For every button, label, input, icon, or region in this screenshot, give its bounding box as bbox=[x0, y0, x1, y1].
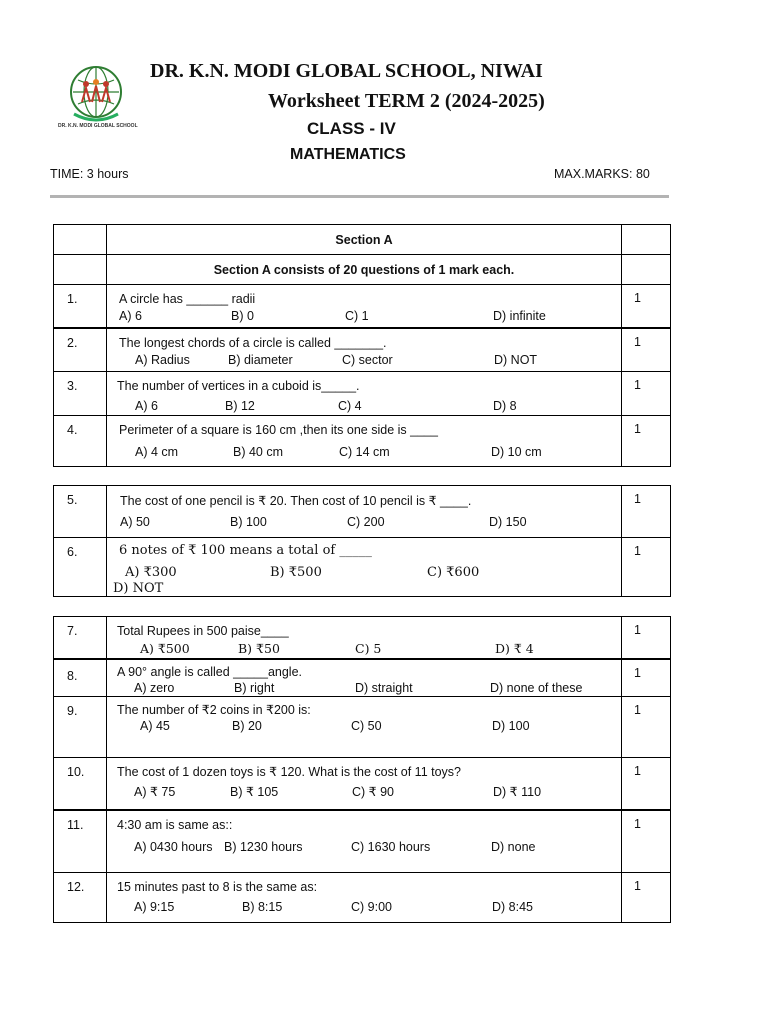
table-row bbox=[54, 372, 671, 416]
question-mark: 1 bbox=[634, 816, 641, 831]
table-row bbox=[54, 659, 671, 697]
option-d: D) ₹ 110 bbox=[493, 785, 542, 799]
question-mark: 1 bbox=[634, 879, 641, 893]
option-b: B) 0 bbox=[231, 309, 254, 323]
option-b: B) 100 bbox=[230, 515, 267, 529]
option-b: B) 20 bbox=[232, 719, 262, 733]
table-row bbox=[54, 538, 671, 597]
question-number: 11. bbox=[67, 817, 84, 832]
option-c: C) 4 bbox=[338, 399, 362, 413]
option-c: C) ₹600 bbox=[427, 565, 480, 580]
question-text: The cost of one pencil is ₹ 20. Then cost of 10 pencil is ₹ ____. bbox=[120, 494, 472, 508]
option-c: C) sector bbox=[342, 352, 393, 367]
subject-label: MATHEMATICS bbox=[290, 146, 406, 163]
option-d: D) 150 bbox=[489, 515, 527, 529]
question-text: The longest chords of a circle is called _______. bbox=[119, 335, 387, 350]
question-number: 2. bbox=[67, 335, 78, 350]
option-b: B) 12 bbox=[225, 399, 255, 413]
option-c: C) 14 cm bbox=[339, 445, 390, 459]
section-subtitle: Section A consists of 20 questions of 1 mark each. bbox=[107, 255, 622, 285]
option-b: B) ₹ 105 bbox=[230, 785, 279, 799]
option-b: B) 1230 hours bbox=[224, 839, 303, 854]
question-number: 10. bbox=[67, 765, 85, 779]
question-text: Perimeter of a square is 160 cm ,then its one side is ____ bbox=[119, 423, 438, 437]
max-marks-label: MAX.MARKS: 80 bbox=[554, 167, 650, 181]
question-text: 4:30 am is same as:: bbox=[117, 817, 233, 832]
header-divider bbox=[50, 195, 669, 198]
question-mark: 1 bbox=[634, 492, 641, 506]
question-table-3 bbox=[53, 616, 671, 923]
option-a: A) 50 bbox=[120, 515, 150, 529]
option-a: A) 6 bbox=[135, 399, 158, 413]
option-d: D) 100 bbox=[492, 719, 530, 733]
question-number: 9. bbox=[67, 704, 78, 718]
section-title: Section A bbox=[107, 225, 622, 255]
question-number: 6. bbox=[67, 545, 78, 559]
table-row bbox=[54, 697, 671, 758]
table-row bbox=[54, 328, 671, 372]
table-row bbox=[54, 617, 671, 659]
option-c: C) 9:00 bbox=[351, 900, 392, 914]
option-c: C) 50 bbox=[351, 719, 382, 733]
option-c: D) straight bbox=[355, 680, 413, 695]
table-row bbox=[54, 810, 671, 873]
question-number: 8. bbox=[67, 668, 78, 683]
question-mark: 1 bbox=[634, 334, 641, 349]
question-number: 5. bbox=[67, 493, 78, 507]
option-b: B) 40 cm bbox=[233, 445, 284, 459]
option-a: A) ₹500 bbox=[140, 641, 190, 656]
option-a: A) 45 bbox=[140, 719, 170, 733]
question-number: 3. bbox=[67, 379, 78, 393]
question-text: The number of vertices in a cuboid is_____. bbox=[117, 379, 360, 393]
question-text: 6 notes of ₹ 100 means a total of _____ bbox=[119, 543, 372, 558]
question-number: 1. bbox=[67, 292, 78, 306]
question-text: 15 minutes past to 8 is the same as: bbox=[117, 880, 318, 894]
worksheet-title: Worksheet TERM 2 (2024-2025) bbox=[268, 90, 545, 112]
option-d: D) ₹ 4 bbox=[495, 641, 534, 656]
option-a: A) zero bbox=[134, 680, 175, 695]
option-a: A) 9:15 bbox=[134, 900, 175, 914]
option-c: C) 1 bbox=[345, 309, 369, 323]
table-row bbox=[54, 285, 671, 328]
option-d: D) 10 cm bbox=[491, 445, 542, 459]
option-b: B) diameter bbox=[228, 352, 293, 367]
question-text: The number of ₹2 coins in ₹200 is: bbox=[117, 703, 311, 717]
question-text: The cost of 1 dozen toys is ₹ 120. What is the cost of 11 toys? bbox=[117, 765, 462, 779]
option-a: A) ₹ 75 bbox=[134, 785, 176, 799]
class-label: CLASS - IV bbox=[307, 119, 396, 138]
question-number: 12. bbox=[67, 880, 85, 894]
option-a: A) 0430 hours bbox=[134, 839, 213, 854]
logo-caption: DR. K.N. MODI GLOBAL SCHOOL bbox=[58, 123, 138, 129]
option-c: C) 5 bbox=[355, 641, 382, 656]
question-mark: 1 bbox=[634, 665, 641, 680]
question-table-2 bbox=[53, 485, 671, 597]
option-a: A) ₹300 bbox=[125, 565, 177, 580]
question-mark: 1 bbox=[634, 703, 641, 717]
school-name: DR. K.N. MODI GLOBAL SCHOOL, NIWAI bbox=[150, 60, 543, 82]
time-label: TIME: 3 hours bbox=[50, 167, 129, 181]
option-d: D) infinite bbox=[493, 309, 546, 323]
option-b: B) ₹50 bbox=[238, 641, 280, 656]
option-b: B) 8:15 bbox=[242, 900, 283, 914]
question-number: 4. bbox=[67, 423, 78, 437]
question-mark: 1 bbox=[634, 764, 641, 778]
option-d: D) none bbox=[491, 839, 536, 854]
option-c: C) 200 bbox=[347, 515, 385, 529]
question-text: Total Rupees in 500 paise____ bbox=[117, 624, 289, 638]
question-mark: 1 bbox=[634, 623, 641, 637]
question-mark: 1 bbox=[634, 291, 641, 305]
question-text: A 90° angle is called _____angle. bbox=[117, 664, 303, 679]
option-d: D) none of these bbox=[490, 680, 583, 695]
option-a: A) Radius bbox=[135, 352, 190, 367]
table-row bbox=[54, 486, 671, 538]
question-text: A circle has ______ radii bbox=[119, 292, 256, 306]
table-row bbox=[54, 873, 671, 923]
option-d: D) NOT bbox=[113, 581, 164, 596]
option-d: D) 8:45 bbox=[492, 900, 533, 914]
option-a: A) 6 bbox=[119, 309, 142, 323]
option-d: D) NOT bbox=[494, 352, 538, 367]
option-c: C) 1630 hours bbox=[351, 839, 431, 854]
question-mark: 1 bbox=[634, 544, 641, 558]
option-c: C) ₹ 90 bbox=[352, 785, 394, 799]
option-b: B) right bbox=[234, 680, 275, 695]
option-a: A) 4 cm bbox=[135, 445, 179, 459]
option-b: B) ₹500 bbox=[270, 565, 322, 580]
table-row bbox=[54, 758, 671, 810]
question-mark: 1 bbox=[634, 422, 641, 436]
question-mark: 1 bbox=[634, 378, 641, 392]
table-row bbox=[54, 416, 671, 467]
question-table-1 bbox=[53, 224, 671, 467]
option-d: D) 8 bbox=[493, 399, 517, 413]
question-number: 7. bbox=[67, 624, 78, 638]
